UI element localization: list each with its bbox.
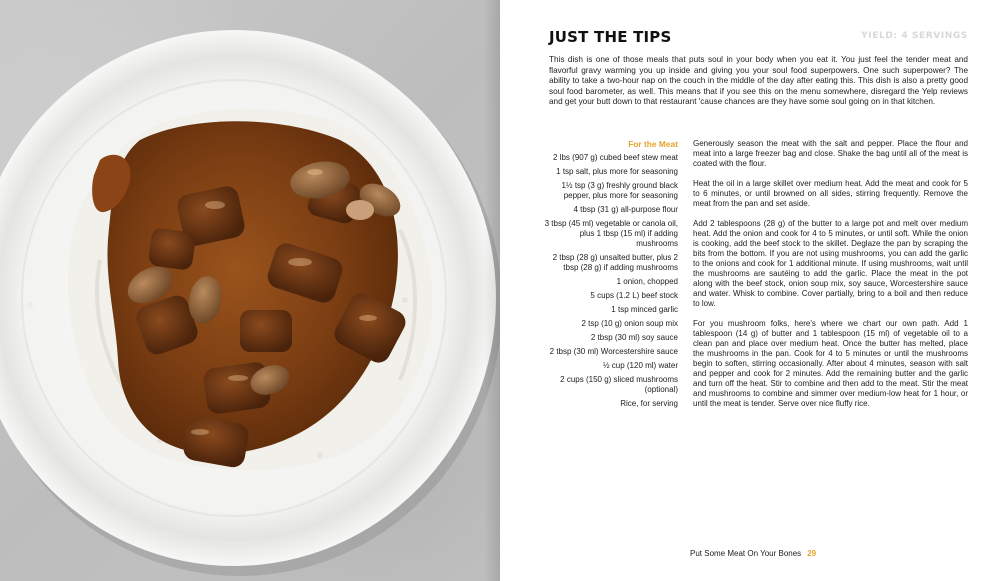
ingredient-item: ½ cup (120 ml) water — [602, 361, 678, 370]
recipe-intro: This dish is one of those meals that puts soul in your body when you eat it. You just feel the tender meat and flavorful gravy warming you up inside and giving you your soul food superpowers. One such superpower? The ability to take a two-hour nap on the couch in the middle of the day after eating this. This dish is also a pretty good soul food barometer, as well. This means that if you see this on the menu somewhere, disregard the Yelp reviews and get your butt down to that restaurant 'cause chances are they have some soul going on in that kitchen. — [549, 55, 968, 106]
ingredient-item: 3 tbsp (45 ml) vegetable or canola oil, plus 1 tbsp (15 ml) if adding mushrooms — [544, 219, 678, 248]
ingredient-item: 2 tbsp (30 ml) soy sauce — [590, 333, 678, 342]
page-footer — [690, 549, 816, 558]
instruction-step: Add 2 tablespoons (28 g) of the butter to a large pot and melt over medium heat. Add the onion and cook for 4 to 5 minutes, or until soft. While the onion is cooking, add the beef stock to the skillet. Deglaze the pan by scraping the bits from the bottom. If you are not using mushrooms, you can add the garlic to the onions and cook for 1 additional minute. If using mushrooms, wait until the mushrooms are sautéing to add the garlic. Place the meat in the pot along with the beef stock, onion soup mix, soy sauce, Worcestershire sauce and water. Whisk to combine. Cover partially, bring to a boil and then reduce to low. — [693, 219, 968, 308]
instruction-step: Generously season the meat with the salt and pepper. Place the flour and meat into a large freezer bag and close. Shake the bag until all of the meat is coated with the flour. — [693, 139, 968, 168]
ingredient-item: 2 lbs (907 g) cubed beef stew meat — [553, 153, 678, 162]
instructions — [693, 139, 968, 419]
ingredient-item: 1 tsp salt, plus more for seasoning — [556, 167, 678, 176]
ingredient-item: 4 tbsp (31 g) all-purpose flour — [573, 205, 678, 214]
ingredient-item: Rice, for serving — [620, 399, 678, 408]
page-number: 29 — [807, 549, 817, 558]
ingredients-heading: For the Meat — [628, 139, 678, 149]
recipe-page — [500, 0, 1000, 581]
ingredient-item: 1½ tsp (3 g) freshly ground black pepper, plus more for seasoning — [561, 181, 678, 200]
ingredient-item: 5 cups (1.2 L) beef stock — [590, 291, 678, 300]
ingredient-item: 1 onion, chopped — [616, 277, 678, 286]
book-gutter-shadow — [484, 0, 500, 581]
ingredient-item: 1 tsp minced garlic — [611, 305, 678, 314]
instruction-step: For you mushroom folks, here's where we chart our own path. Add 1 tablespoon (14 g) of butter and 1 tablespoon (15 ml) of vegetable oil to a clean pan and place over medium heat. Once the butter has melted, place the mushrooms in the pan. Cook for 4 to 5 minutes or until the mushrooms begin to soften, stirring occasionally. After about 4 minutes, season with salt and pepper and cook for 2 minutes. Add the remaining butter and the garlic and turn off the heat. Stir to combine and then add to the meat. Stir the meat and mushrooms to combine and simmer over medium-low heat for 1 hour, or until the meat is tender. Serve over nice fluffy rice. — [693, 319, 968, 408]
ingredient-item: 2 tsp (10 g) onion soup mix — [581, 319, 678, 328]
instruction-step: Heat the oil in a large skillet over medium heat. Add the meat and cook for 5 to 6 minutes, or until browned on all sides, stirring frequently. Remove the meat from the pan and set aside. — [693, 179, 968, 208]
ingredient-item: 2 cups (150 g) sliced mushrooms (optional) — [560, 375, 678, 394]
chapter-title: Put Some Meat On Your Bones — [690, 549, 802, 558]
ingredient-item: 2 tbsp (30 ml) Worcestershire sauce — [549, 347, 678, 356]
recipe-yield: YIELD: 4 SERVINGS — [861, 31, 968, 41]
recipe-title: JUST THE TIPS — [549, 28, 672, 46]
ingredient-item: 2 tbsp (28 g) unsalted butter, plus 2 tbsp (28 g) if adding mushrooms — [552, 253, 678, 272]
ingredients-list — [544, 139, 678, 413]
